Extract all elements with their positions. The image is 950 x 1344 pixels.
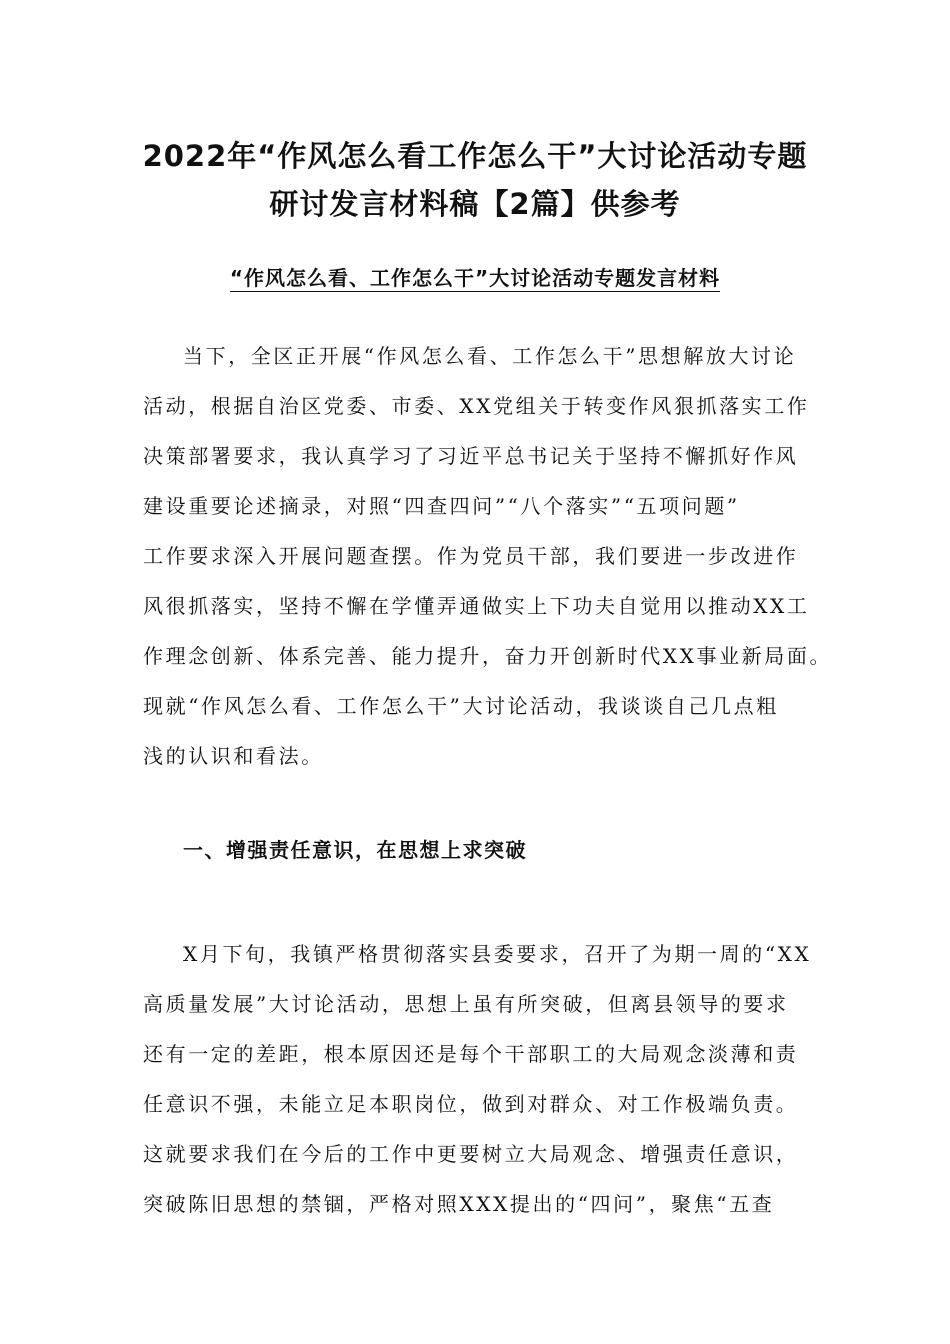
document-title-line-2: 研讨发言材料稿【2篇】供参考 [269,187,681,221]
section-subtitle [120,262,830,291]
paragraph-line: 浅的认识和看法。 [143,744,324,768]
paragraph-line: 风很抓落实，坚持不懈在学懂弄通做实上下功夫自觉用以推动XX工 [143,594,810,618]
document-title-line-1: 2022年“作风怎么看工作怎么干”大讨论活动专题 [142,139,808,173]
paragraph-line: 建设重要论述摘录，对照“四查四问”“八个落实”“五项问题” [143,494,740,518]
paragraph-line: 还有一定的差距，根本原因还是每个干部职工的大局观念淡薄和责 [143,1042,799,1066]
paragraph-line: 突破陈旧思想的禁锢，严格对照XXX提出的“四问”，聚焦“五查 [143,1192,775,1216]
paragraph-line: 高质量发展”大讨论活动，思想上虽有所突破，但离县领导的要求 [143,992,789,1016]
paragraph-line: 决策部署要求，我认真学习了习近平总书记关于坚持不懈抓好作风 [143,444,799,468]
paragraph-line: 现就“作风怎么看、工作怎么干”大讨论活动，我谈谈自己几点粗 [143,694,779,718]
paragraph-line: 作理念创新、体系完善、能力提升，奋力开创新时代XX事业新局面。 [143,644,833,668]
paragraph-line: 活动，根据自治区党委、市委、XX党组关于转变作风狠抓落实工作 [143,394,810,418]
paragraph-line: X月下旬，我镇严格贯彻落实县委要求，召开了为期一周的“XX [183,942,812,966]
section-subtitle-text: “作风怎么看、工作怎么干”大讨论活动专题发言材料 [229,266,721,290]
paragraph-line: 工作要求深入开展问题查摆。作为党员干部，我们要进一步改进作 [143,544,799,568]
section-heading: 一、增强责任意识，在思想上求突破 [183,838,527,862]
paragraph-line: 这就要求我们在今后的工作中更要树立大局观念、增强责任意识， [143,1142,799,1166]
paragraph-line: 当下，全区正开展“作风怎么看、工作怎么干”思想解放大讨论 [183,344,797,368]
paragraph-line: 任意识不强，未能立足本职岗位，做到对群众、对工作极端负责。 [143,1092,799,1116]
